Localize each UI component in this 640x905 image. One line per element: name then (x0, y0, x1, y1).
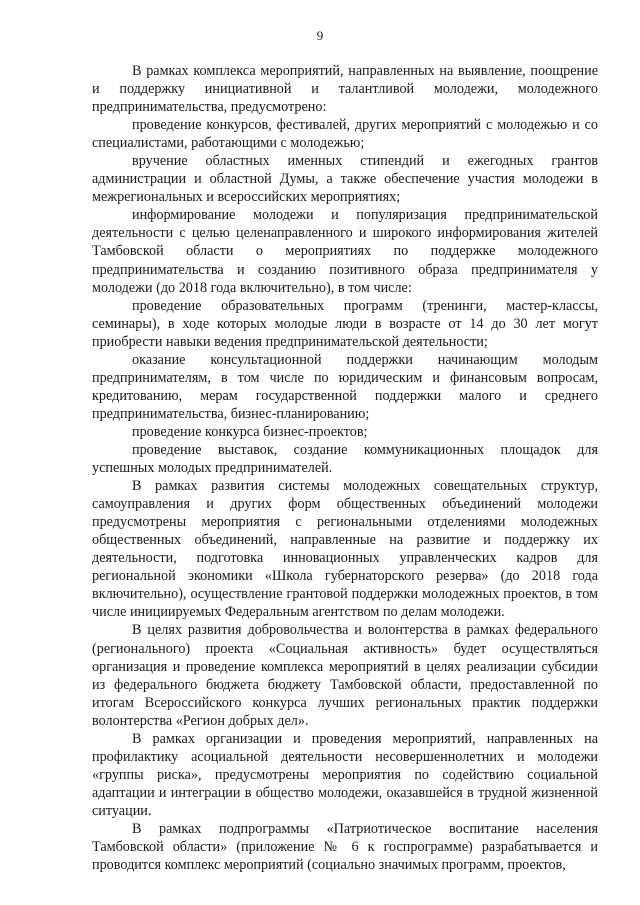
paragraph-7: проведение конкурса бизнес-проектов; (132, 423, 368, 440)
paragraph-9: В рамках развития системы молодежных совещательных структур, самоуправления и других форм общественных объединений молодежи предусмотрены мероприятия с региональными отделениями молодежных общественных объединений, направленные на развитие и поддержку их деятельности, подготовка инновационных управленческих кадров для региональной экономики «Школа губернаторского резерва» (до 2018 года включительно), осуществление грантовой поддержки молодежных проектов, в том числе инициируемых Федеральным агентством по делам молодежи. (92, 478, 598, 621)
paragraph-5: проведение образовательных программ (тренинги, мастер-классы, семинары), в ходе которых молодые люди в возрасте от 14 до 30 лет могут приобрести навыки ведения предпринимательской деятельности; (92, 297, 598, 350)
page-number: 9 (316, 28, 324, 43)
paragraph-3: вручение областных именных стипендий и ежегодных грантов администрации и областной Думы, а также обеспечение участия молодежи в межрегиональных и всероссийских мероприятиях; (92, 153, 598, 206)
paragraph-10: В целях развития добровольчества и волонтерства в рамках федерального (регионального) проекта «Социальная активность» будет осуществляться организация и проведение комплекса мероприятий в целях реализации субсидии из федерального бюджета бюджету Тамбовской области, предоставленной по итогам Всероссийского конкурса лучших региональных практик поддержки волонтерства «Регион добрых дел». (92, 622, 598, 729)
paragraph-12: В рамках подпрограммы «Патриотическое воспитание населения Тамбовской области» (приложение № 6 к госпрограмме) разрабатывается и проводится комплекс мероприятий (социально значимых программ, проектов, (92, 820, 598, 874)
paragraph-8: проведение выставок, создание коммуникационных площадок для успешных молодых предпринимателей. (92, 441, 598, 477)
document-body (92, 62, 598, 874)
paragraph-4: информирование молодежи и популяризация предпринимательской деятельности с целью целенаправленного и широкого информирования жителей Тамбовской области о мероприятиях по поддержке молодежного предпринимательства и созданию позитивного образа предпринимателя у молодежи (до 2018 года включительно), в том числе: (92, 207, 598, 296)
paragraph-2: проведение конкурсов, фестивалей, других мероприятий с молодежью и со специалистами, работающими с молодежью; (92, 117, 598, 152)
paragraph-1: В рамках комплекса мероприятий, направленных на выявление, поощрение и поддержку инициативной и талантливой молодежи, молодежного предпринимательства, предусмотрено: (92, 63, 598, 116)
paragraph-6: оказание консультационной поддержки начинающим молодым предпринимателям, в том числе по юридическим и финансовым вопросам, кредитованию, мерам государственной поддержки малого и среднего предпринимательства, бизнес-планированию; (92, 351, 598, 422)
paragraph-11: В рамках организации и проведения мероприятий, направленных на профилактику асоциальной деятельности несовершеннолетних и молодежи «группы риска», предусмотрены мероприятия по содействию социальной адаптации и интеграции в общество молодежи, оказавшейся в трудной жизненной ситуации. (92, 730, 598, 819)
